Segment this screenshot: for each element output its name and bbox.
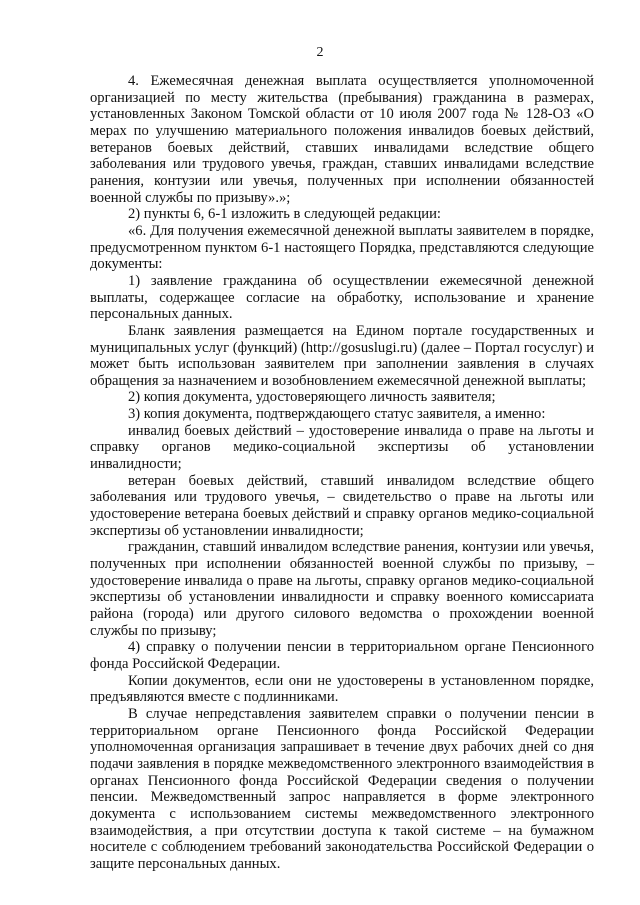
page-number: 2: [316, 45, 324, 60]
paragraph-doc-1-application: 1) заявление гражданина об осуществлении ежемесячной денежной выплаты, содержащее согласие на обработку, использование и хранение персональных данных.: [90, 272, 594, 323]
paragraph-application-form: Бланк заявления размещается на Едином портале государственных и муниципальных услуг (функций) (http://gosuslugi.ru) (далее – Портал госуслуг) и может быть использован заявителем при заполнении заявления в случаях обращения за назначением и возобновлением ежемесячной денежной выплаты;: [90, 322, 594, 389]
paragraph-item-4-payment: 4. Ежемесячная денежная выплата осуществляется уполномоченной организацией по месту жительства (пребывания) гражданина в размерах, установленных Законом Томской области от 10 июля 2007 года № 128-ОЗ «О мерах по улучшению материального положения инвалидов боевых действий, ветеранов боевых действий, ставших инвалидами вследствие общего заболевания или трудового увечья, граждан, ставших инвалидами вследствие ранения, контузии или увечья, полученных при исполнении обязанностей военной службы по призыву».»;: [90, 73, 594, 206]
paragraph-doc-3-status: 3) копия документа, подтверждающего статус заявителя, а именно:: [128, 406, 546, 423]
paragraph-doc-4-pension: 4) справку о получении пенсии в территориальном органе Пенсионного фонда Российской Федерации.: [90, 639, 594, 672]
paragraph-item-6-intro: «6. Для получения ежемесячной денежной выплаты заявителем в порядке, предусмотренном пунктом 6-1 настоящего Порядка, представляются следующие документы:: [90, 222, 594, 273]
paragraph-copies-originals: Копии документов, если они не удостоверены в установленном порядке, предъявляются вместе с подлинниками.: [90, 672, 594, 706]
paragraph-status-combat-veteran: ветеран боевых действий, ставший инвалидом вследствие общего заболевания или трудового увечья, – свидетельство о праве на льготы или удостоверение ветерана боевых действий и справку органов медико-социальной экспертизы об установлении инвалидности;: [90, 472, 594, 539]
paragraph-status-combat-invalid: инвалид боевых действий – удостоверение инвалида о праве на льготы и справку органов медико-социальной экспертизы об установлении инвалидности;: [90, 422, 594, 473]
paragraph-status-citizen-invalid: гражданин, ставший инвалидом вследствие ранения, контузии или увечья, полученных при исполнении обязанностей военной службы по призыву, – удостоверение инвалида о праве на льготы, справку органов медико-социальной экспертизы об установлении инвалидности и справку военного комиссариата района (города) или другого силового ведомства о прохождении военной службы по призыву;: [90, 539, 594, 639]
paragraph-amendment-points: 2) пункты 6, 6-1 изложить в следующей редакции:: [128, 206, 441, 223]
document-body: [90, 73, 594, 873]
paragraph-interagency-request: В случае непредставления заявителем справки о получении пенсии в территориальном органе Пенсионного фонда Российской Федерации уполномоченная организация запрашивает в течение двух рабочих дней со дня подачи заявления в порядке межведомственного электронного взаимодействия в органах Пенсионного фонда Российской Федерации сведения о получении пенсии. Межведомственный запрос направляется в форме электронного документа с использованием системы межведомственного электронного взаимодействия, а при отсутствии доступа к такой системе – на бумажном носителе с соблюдением требований законодательства Российской Федерации о защите персональных данных.: [90, 705, 594, 872]
paragraph-doc-2-identity: 2) копия документа, удостоверяющего личность заявителя;: [128, 389, 496, 406]
